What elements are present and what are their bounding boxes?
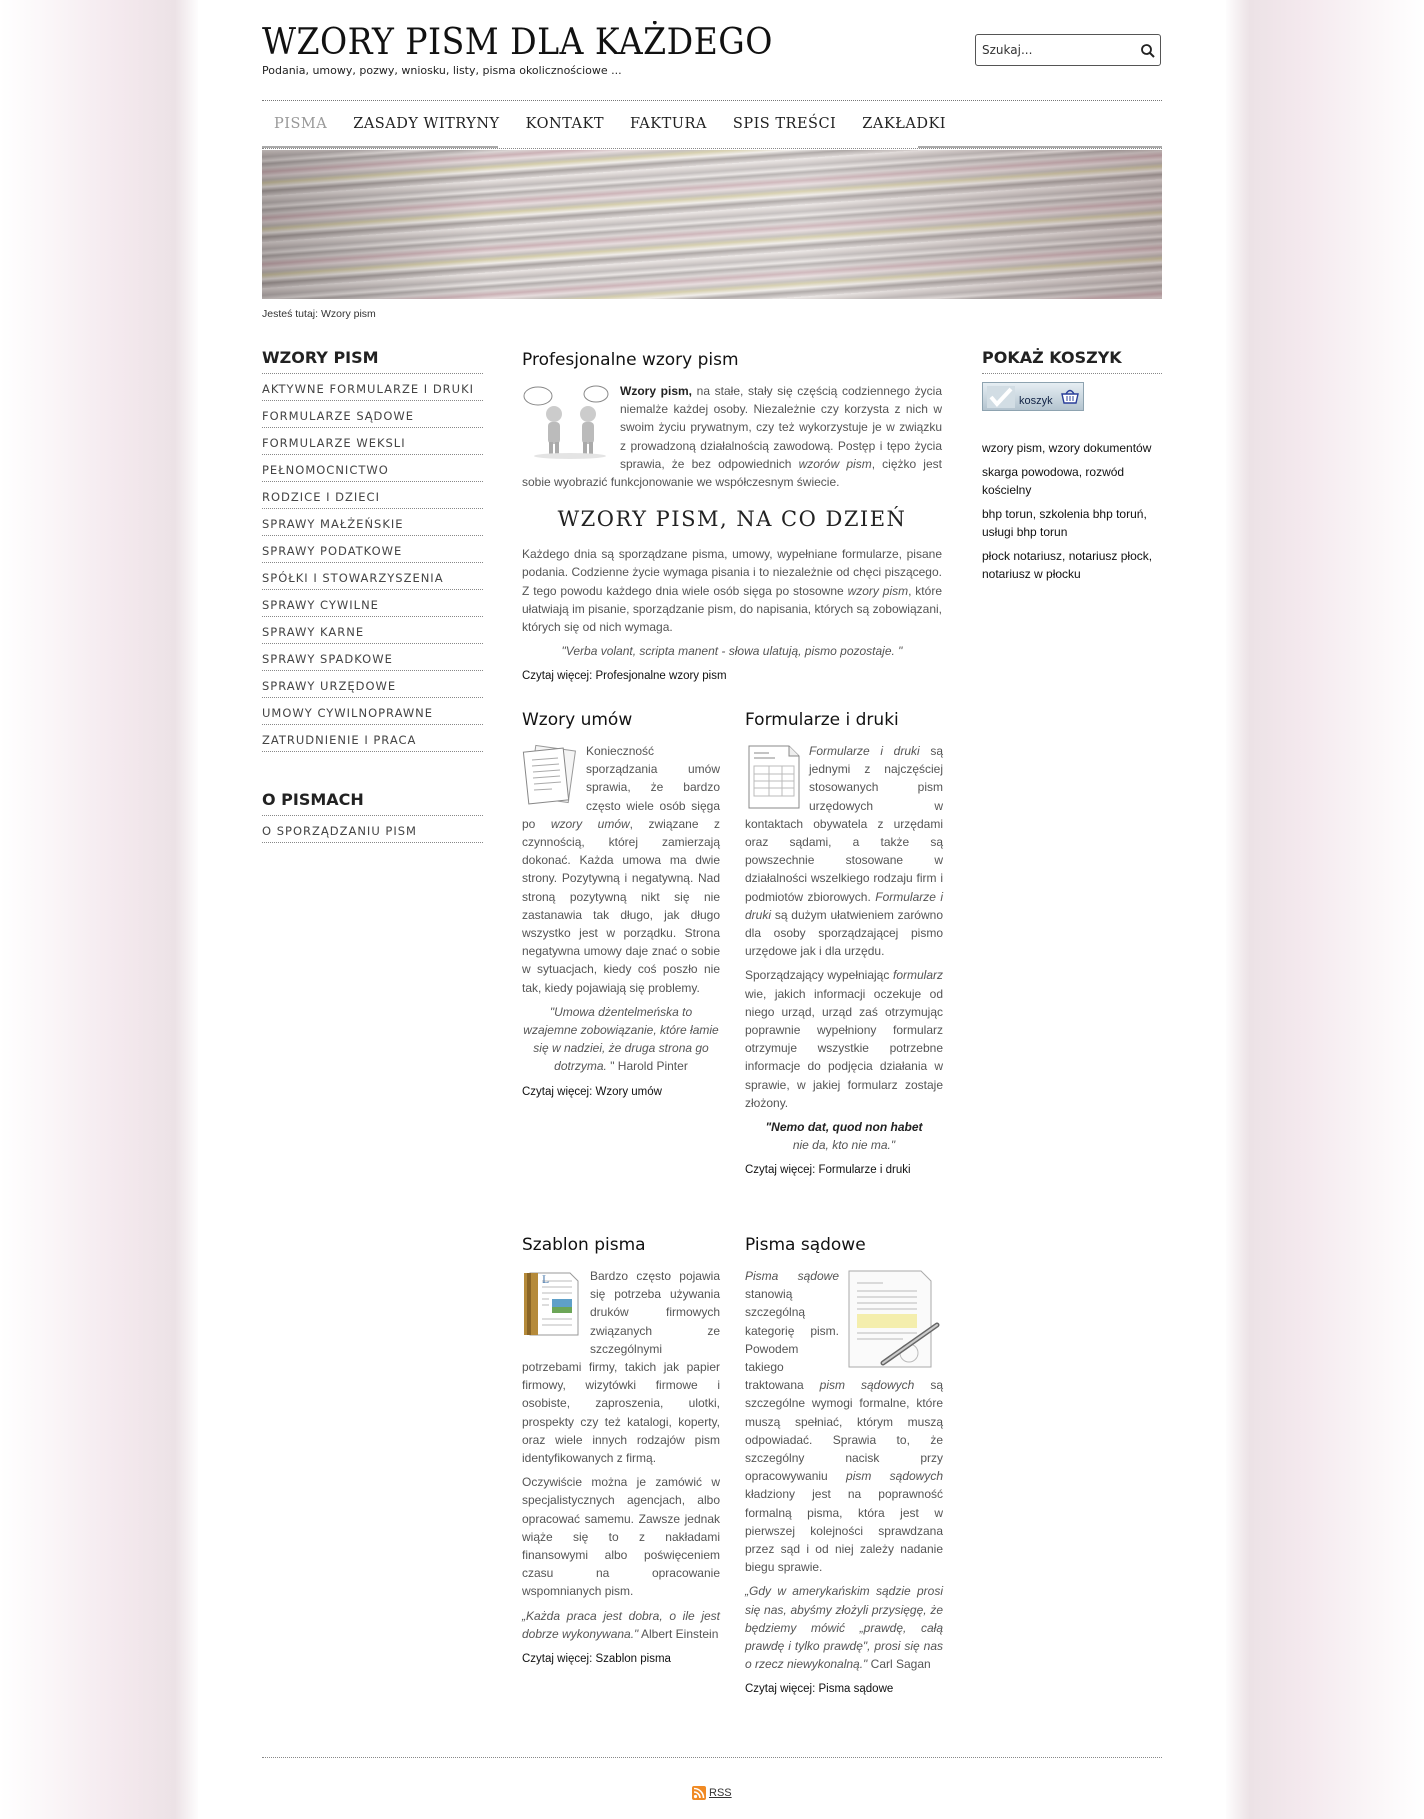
sidebar-item[interactable]: RODZICE I DZIECI [262,482,483,509]
article-szablon-pisma [522,1235,720,1665]
umowy-text: Konieczność sporządzania umów sprawia, że bardzo często wiele osób sięga po [522,744,720,831]
formularze-em: Formularze i druki [809,744,920,758]
intro-em: wzory pism [847,583,909,598]
formularze-em: Formularze i druki [745,889,943,922]
quote [745,1118,943,1154]
left-sidebar [262,348,483,843]
read-more-link[interactable]: Czytaj więcej: Pisma sądowe [745,1683,894,1696]
right-sidebar [982,348,1162,589]
umowy-em: wzory umów [550,816,630,831]
article-wzory-umow [522,710,720,1098]
intro-article [522,348,942,682]
article-title[interactable]: Wzory umów [522,710,633,730]
formularze-em: formularz [892,968,943,983]
rss-icon [692,1786,706,1800]
article-body [522,545,942,636]
nav-item-zakladki[interactable]: ZAKŁADKI [862,116,947,132]
szablon-text: Bardzo często pojawia się potrzeba używania druków firmowych związanych ze szczególnymi potrzebami firmy, takich jak papier firmowy, wizytówki firmowe i osobiste, zaproszenia, ulotki, prospekty czy też katalogi, koperty, oraz wiele innych rodzajów pism identyfikowanych z firmą. [522,1269,720,1466]
quote-author: Albert Einstein [638,1626,719,1641]
sadowe-em: pism sądowych [819,1378,915,1393]
people-talking-illustration [522,384,612,460]
article-title[interactable]: Formularze i druki [745,710,899,730]
article-formularze [745,710,943,1176]
sidebar-item[interactable]: UMOWY CYWILNOPRAWNE [262,698,483,725]
cart-label: koszyk [1019,395,1053,407]
read-more-link[interactable]: Czytaj więcej: Profesjonalne wzory pism [522,670,727,683]
sidebar-item[interactable]: SPRAWY SPADKOWE [262,644,483,671]
nav-item-faktura[interactable]: FAKTURA [630,116,707,132]
quote-text: „Każda praca jest dobra, o ile jest dobrze wykonywana." [522,1608,720,1641]
footer-divider [262,1757,1162,1758]
sidebar-item[interactable]: O SPORZĄDZANIU PISM [262,816,483,843]
article-body [745,966,943,1112]
breadcrumb: Jesteś tutaj: Wzory pism [262,308,376,320]
sidebar-item[interactable]: SPÓŁKI I STOWARZYSZENIA [262,563,483,590]
search-box [975,34,1161,66]
read-more-link[interactable]: Czytaj więcej: Formularze i druki [745,1164,911,1177]
intro-text: , ciężko jest sobie wyobrazić funkcjonowanie we współczesnym świecie. [522,456,942,490]
search-input[interactable] [982,41,1132,59]
cart-widget-title: POKAŻ KOSZYK [982,348,1162,374]
section-heading: WZORY PISM, NA CO DZIEŃ [557,507,907,532]
intro-bold: Wzory pism, [620,384,692,398]
sidebar-item[interactable]: PEŁNOMOCNICTWO [262,455,483,482]
read-more-link[interactable]: Czytaj więcej: Wzory umów [522,1085,662,1098]
checkmark-icon [987,386,1015,408]
quote [522,642,942,660]
quote-text: "Nemo dat, quod non habet [765,1120,923,1135]
quote-text: „Gdy w amerykańskim sądzie prosi się nas, abyśmy złożyli przysięgę, że będziemy mówić „prawdę, całą prawdę i tylko prawdę", prosi się nas o rzecz niewykonalną." [745,1584,943,1672]
site-description: Podania, umowy, pozwy, wniosku, listy, pisma okolicznościowe ... [262,64,622,77]
sidebar-link[interactable]: skarga powodowa, rozwód kościelny [982,465,1125,497]
sidebar-title-wzory-pism: WZORY PISM [262,348,483,374]
sadowe-em: pism sądowych [846,1469,944,1484]
documents-stack-illustration [522,744,578,806]
article-body [745,742,943,960]
sponsored-links [982,439,1162,583]
show-cart-button[interactable] [982,382,1084,411]
basket-icon [1061,388,1079,404]
sidebar-item[interactable]: ZATRUDNIENIE I PRACA [262,725,483,752]
sadowe-text: stanowią szczególną kategorię pism. Powodem takiego traktowana [745,1287,839,1393]
intro-em: wzorów pism [798,456,872,471]
court-document-pen-illustration [843,1267,943,1371]
article-body [522,742,720,997]
article-body: Oczywiście można je zamówić w specjalistycznych agencjach, albo opracować samemu. Zawsze jednak wiąże się to z nakładami finansowymi albo poświęceniem czasu na opracowanie wspomnianych pism. [522,1475,720,1599]
search-icon[interactable] [1140,43,1156,59]
intro-text: na stałe, stały się częścią codziennego życia niemalże każdej osoby. Niezależnie czy korzysta z nich w swoim życiu prywatnym, czy też wykorzystuje je w związku z prowadzoną działalnością zawodową. Postęp i tępo życia sprawia, że bez odpowiednich [620,384,942,471]
nav-divider-bottom [262,148,1162,149]
quote [522,1607,720,1643]
sadowe-em: Pisma sądowe [745,1269,839,1283]
main-nav [262,101,1162,147]
quote [522,1003,720,1076]
article-pisma-sadowe [745,1235,943,1695]
sidebar-item[interactable]: FORMULARZE SĄDOWE [262,401,483,428]
sidebar-link[interactable]: bhp torun, szkolenia bhp toruń, usługi bhp torun [982,507,1147,539]
article-title[interactable]: Pisma sądowe [745,1235,866,1255]
sidebar-item[interactable]: SPRAWY URZĘDOWE [262,671,483,698]
quote-text: "Verba volant, scripta manent - słowa ulatują, pismo pozostaje. " [561,644,903,659]
sadowe-text: są szczególne wymogi formalne, które muszą spełniać, którym muszą odpowiadać. Sprawia to, że szczególny nacisk przy opracowywaniu [745,1378,943,1484]
quote-author: " Harold Pinter [610,1059,688,1074]
about-menu [262,816,483,843]
sidebar-item[interactable]: SPRAWY PODATKOWE [262,536,483,563]
sidebar-item[interactable]: SPRAWY CYWILNE [262,590,483,617]
formularze-text: wie, jakich informacji oczekuje od niego urząd, urząd zaś otrzymując poprawnie wypełniony formularz otrzymuje wszystkie potrzebne informacje do podjęcia działania w sprawie, w jakiej formularz zostaje złożony. [745,986,943,1110]
site-title[interactable]: WZORY PISM DLA KAŻDEGO [262,22,773,63]
rss-link[interactable] [692,1786,732,1800]
intro-text: , które ułatwiają im pisanie, sporządzanie pism, do napisania, których są zobowiązani, których się od nich wymaga. [522,583,942,635]
nav-item-zasady-witryny[interactable]: ZASADY WITRYNY [353,116,500,132]
page-container [198,0,1226,1819]
article-title[interactable]: Profesjonalne wzory pism [522,350,739,370]
sidebar-item[interactable]: SPRAWY KARNE [262,617,483,644]
article-title[interactable]: Szablon pisma [522,1235,646,1255]
sidebar-item[interactable]: AKTYWNE FORMULARZE I DRUKI [262,374,483,401]
nav-item-kontakt[interactable]: KONTAKT [525,116,604,132]
nav-underline-left [262,146,498,148]
category-menu [262,374,483,752]
sadowe-text: kładziony jest na poprawność formalną pisma, która jest w pierwszej kolejności sprawdzana przez sąd i od niej zależy nadanie biegu sprawie. [745,1487,943,1575]
rss-label: RSS [709,1787,732,1799]
letterhead-template-illustration [522,1269,582,1339]
umowy-text: , związane z czynnością, której zamierzają dokonać. Każda umowa ma dwie strony. Pozytywną i negatywną. Nad stroną pozytywną nikt się nie zastanawia tak długo, jak długo wszystko jest w porządku. Strona negatywna umowy daje znać o sobie w sytuacjach, kiedy coś poszło nie tak, kiedy pojawiają się problemy. [522,816,720,995]
article-body [745,1267,943,1576]
sidebar-link[interactable]: płock notariusz, notariusz płock, notariusz w płocku [982,549,1153,581]
formularze-text: są dużym ułatwieniem zarówno dla osoby sporządzającej pismo urzędowe jak i dla urzędu. [745,907,943,959]
formularze-text: Sporządzający wypełniając [745,968,893,983]
sidebar-title-o-pismach: O PISMACH [262,790,483,816]
quote-text: "Umowa dżentelmeńska to wzajemne zobowiązanie, które łamie się w nadziei, że druga strona go dotrzyma. [523,1004,719,1074]
nav-item-spis-tresci[interactable]: SPIS TREŚCI [732,116,837,132]
sidebar-item[interactable]: FORMULARZE WEKSLI [262,428,483,455]
svg-text:L: L [542,1275,549,1286]
nav-item-pisma[interactable]: PISMA [274,116,328,132]
sidebar-item[interactable]: SPRAWY MAŁŻEŃSKIE [262,509,483,536]
quote-author: Carl Sagan [867,1657,931,1672]
article-body [522,382,942,491]
sidebar-link[interactable]: wzory pism, wzory dokumentów [982,441,1152,455]
form-document-illustration [745,744,801,810]
formularze-text: są jednymi z najczęściej stosowanych pism urzędowych w kontaktach obywatela z urzędami oraz sądami, a także są powszechnie stosowane w działalności wszelkiego rodzaju firm i podmiotów zbiorowych. [745,744,943,904]
header-banner-image [262,150,1162,299]
read-more-link[interactable]: Czytaj więcej: Szablon pisma [522,1653,671,1666]
quote-text: nie da, kto nie ma." [792,1138,896,1153]
article-body [522,1267,720,1467]
nav-underline-right [918,146,1162,148]
intro-text: Każdego dnia są sporządzane pisma, umowy, wypełniane formularze, pisane podania. Codzienne życie wymaga pisania i to niezależnie od chęci piszącego. Z tego powodu każdego dnia wiele osób sięga po stosowne [522,547,942,598]
quote [745,1582,943,1673]
